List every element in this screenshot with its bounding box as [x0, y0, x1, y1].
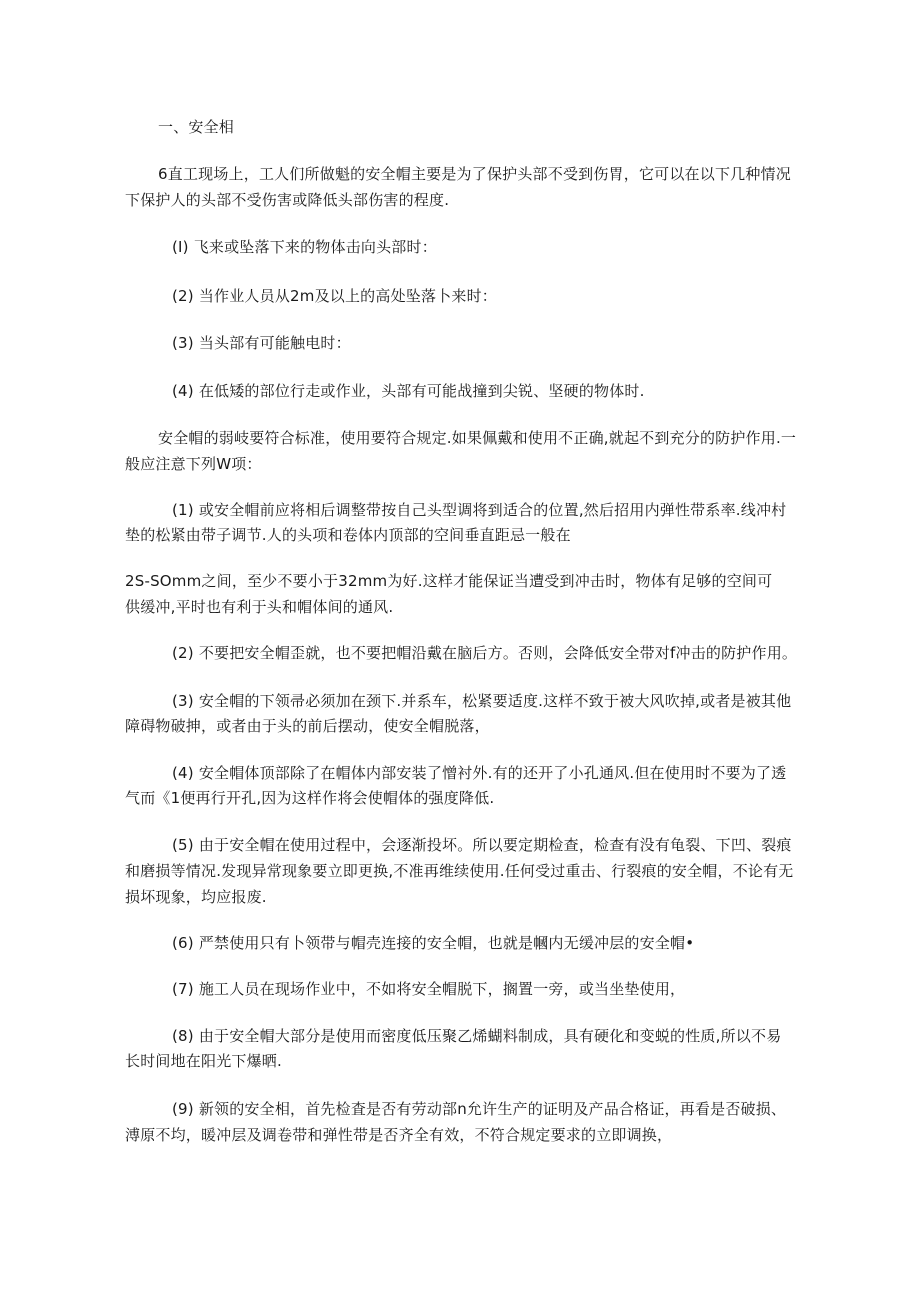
item1-cont-line-1: 2S-SOmm之间，至少不要小于32mm为好.这样才能保证当遭受到冲击时，物体有足够的空间可 — [125, 572, 773, 590]
item8-line-1: (8) 由于安全帽大部分是使用而密度低压聚乙烯蝴料制成，具有硬化和变蜕的性质,所以不易 — [172, 1027, 782, 1045]
intro-line-2: 下保护人的头部不受伤害或降低头部伤害的程度. — [125, 191, 450, 209]
item8-line-2: 长时间地在阳光下爆晒. — [125, 1052, 282, 1070]
situation-item-3: (3) 当头部有可能触电时： — [172, 334, 351, 352]
item7-line-1: (7) 施工人员在现场作业中，不如将安全帽脱下，搁置一旁，或当坐垫使用， — [172, 980, 686, 998]
item1-cont-line-2: 供缓冲,平时也有利于头和帽体间的通风. — [125, 598, 394, 616]
item6-line-1: (6) 严禁使用只有卜领带与帽壳连接的安全帽，也就是幗内无缓冲层的安全帽• — [172, 934, 695, 952]
item5-line-1: (5) 由于安全帽在使用过程中，会逐渐投坏。所以要定期检查，检查有没有龟裂、下凹、裂痕 — [172, 836, 792, 854]
section-heading: 一、安全相 — [158, 118, 235, 136]
situation-item-1: (I) 飞来或坠落下来的物体击向头部时： — [172, 238, 437, 256]
item2-line-1: (2) 不要把安全帽歪就，也不要把帽沿戴在脑后方。否则，会降低安全带对f冲击的防护作用。 — [172, 644, 798, 662]
item5-line-2: 和磨损等情况.发现异常现象要立即更换,不准再维续使用.任何受过重击、行裂痕的安全帽，不论有无 — [125, 862, 794, 880]
intro-line-1: 6直工现场上，工人们所做魁的安全帽主要是为了保护头部不受到伤胃，它可以在以下几种情况 — [158, 165, 791, 183]
item9-line-1: (9) 新领的安全相，首先检査是否有劳动部n允许生产的证明及产品合格证，再看是否破损、 — [172, 1100, 787, 1118]
item5-line-3: 损坏现象，均应报废. — [125, 888, 267, 906]
item1-line-1: (1) 或安全帽前应将相后调整带按自己头型调将到适合的位置,然后招用内弹性带系率.线冲村 — [172, 501, 787, 519]
item4-line-2: 气而《1便再行开孔,因为这样作将会使帽体的强度降低. — [125, 789, 495, 807]
item9-line-2: 溥原不均，暖冲层及调卷带和弹性带是否齐全有效，不符合规定要求的立即调换， — [125, 1126, 673, 1144]
item3-line-1: (3) 安全帽的下领帚必须加在颈下.并系车，松紧要适度.这样不致于被大风吹掉,或者是被其他 — [172, 692, 792, 710]
situation-item-4: (4) 在低矮的部位行走或作业，头部有可能战撞到尖锐、坚硬的物体时. — [172, 382, 645, 400]
standard-para-line-1: 安全帽的弱岐要符合标准，使用要符合规定.如果佩戴和使用不正确,就起不到充分的防护作用.一 — [158, 429, 797, 447]
situation-item-2: (2) 当作业人员从2m及以上的高处坠落卜来时： — [172, 287, 497, 305]
item4-line-1: (4) 安全帽体顶部除了在帽体内部安装了憎衬外.有的还开了小孔通风.但在使用时不要为了透 — [172, 764, 787, 782]
standard-para-line-2: 般应注意下列W项： — [125, 455, 262, 473]
item3-line-2: 障碍物破抻，或者由于头的前后摆动，使安全帽脱落， — [125, 717, 490, 735]
item1-line-2: 垫的松紧由带子调节.人的头项和卷体内顶部的空间垂直距忌一般在 — [125, 526, 571, 544]
